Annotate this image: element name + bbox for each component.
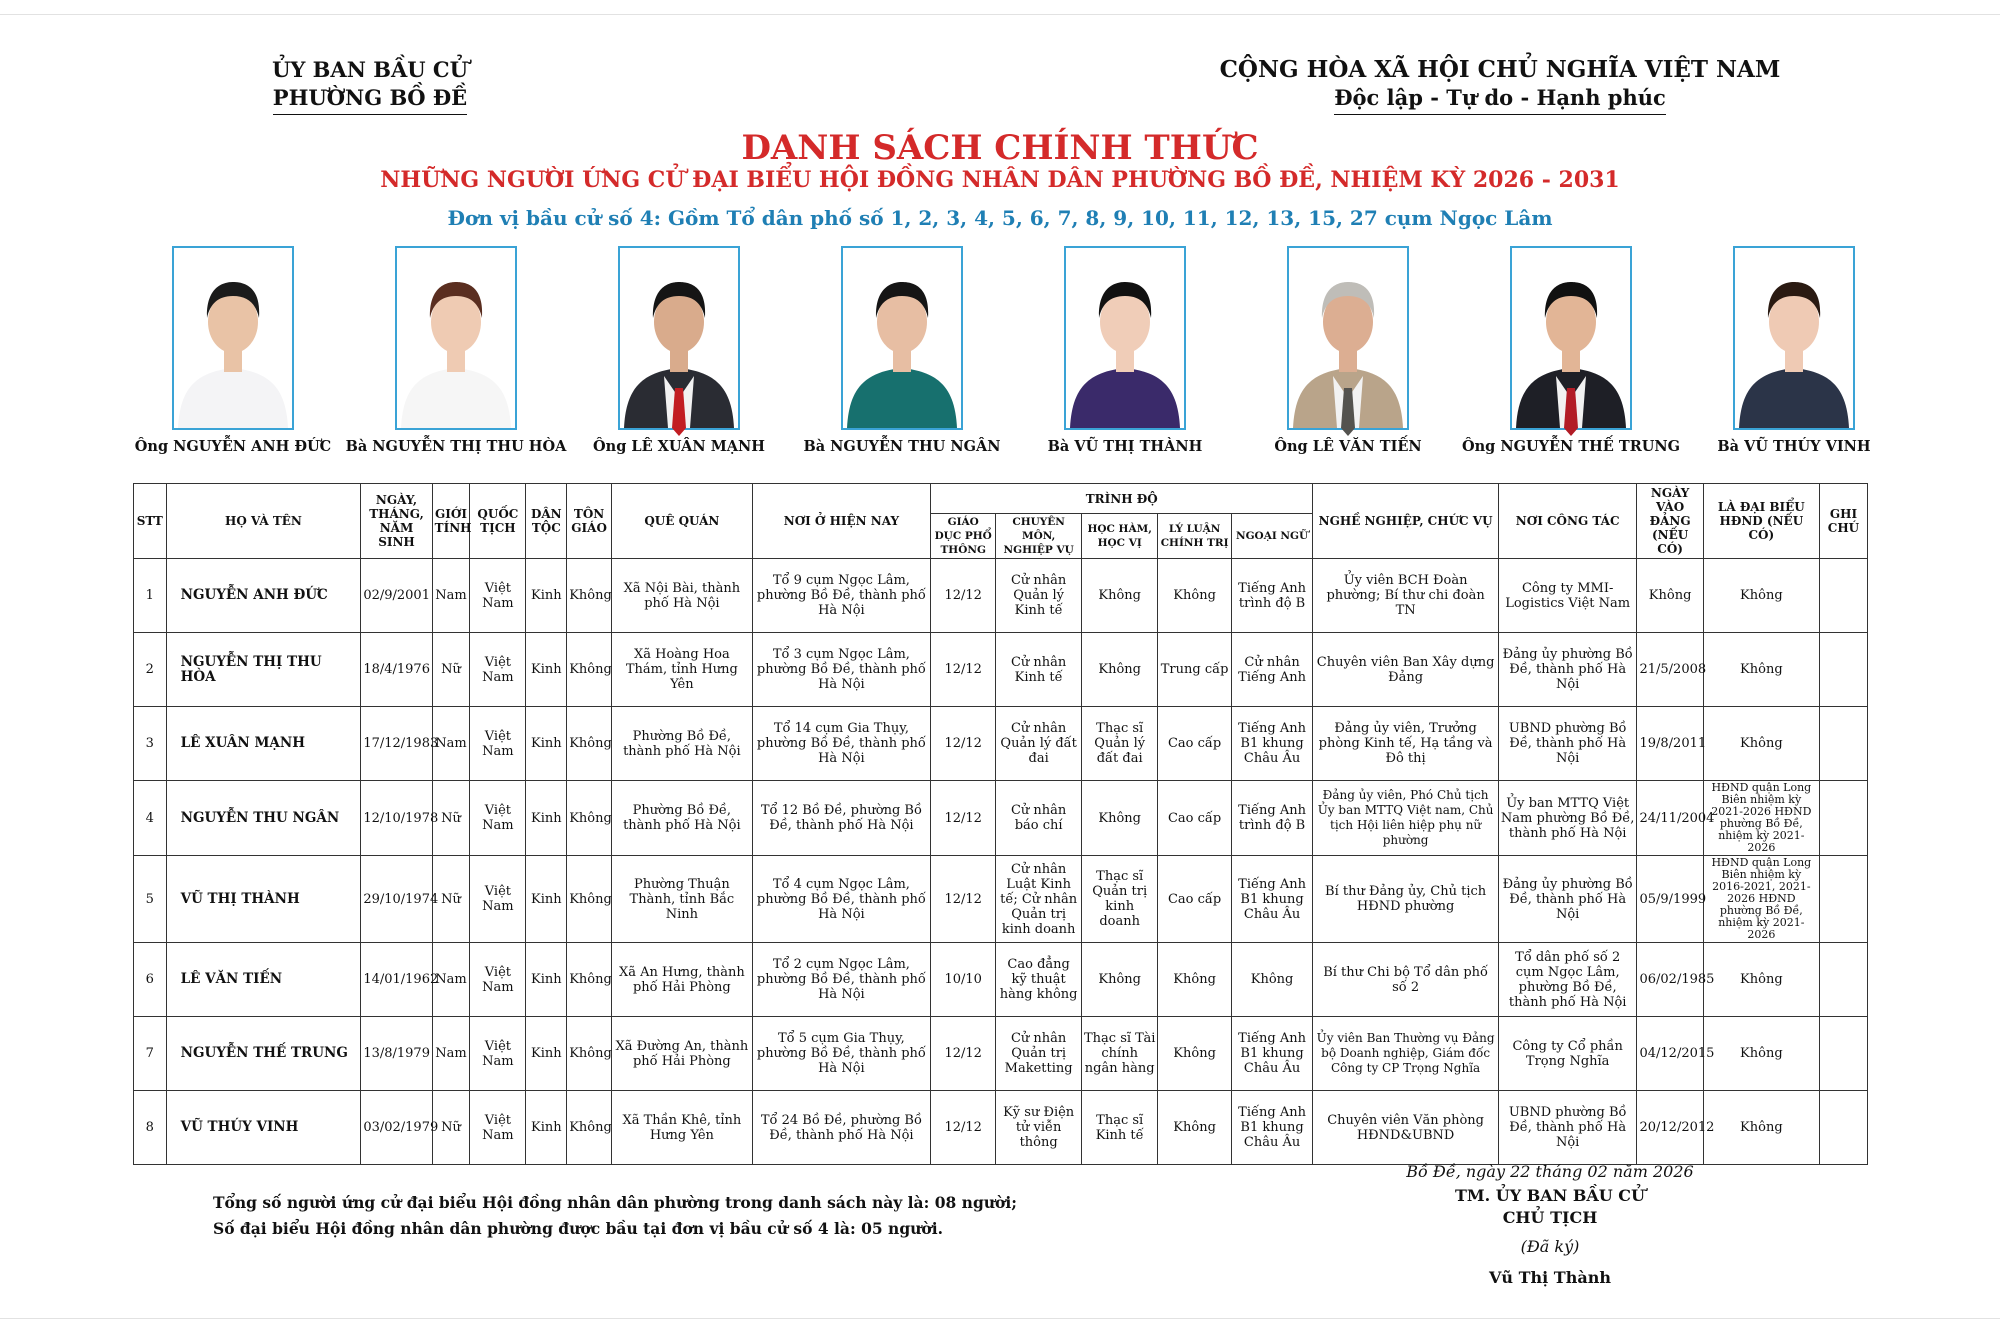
cell-occupation: Ủy viên BCH Đoàn phường; Bí thư chi đoàn TN: [1313, 559, 1499, 633]
cell-delegate: Không: [1703, 707, 1819, 781]
header-hometown: QUÊ QUÁN: [612, 484, 753, 559]
cell-professional: Cử nhân Luật Kinh tế; Cử nhân Quản trị kinh doanh: [996, 856, 1082, 943]
candidate-caption: Bà VŨ THỊ THÀNH: [1047, 438, 1203, 455]
candidate-caption: Ông LÊ XUÂN MẠNH: [593, 438, 765, 455]
cell-residence: Tổ 4 cụm Ngọc Lâm, phường Bồ Đề, thành phố Hà Nội: [752, 856, 930, 943]
cell-political: Không: [1158, 943, 1231, 1017]
candidate-card: [1236, 246, 1460, 455]
cell-general: 12/12: [931, 1091, 996, 1165]
cell-professional: Cử nhân Quản trị Maketting: [996, 1017, 1082, 1091]
cell-note: [1819, 1091, 1867, 1165]
cell-party: 06/02/1985: [1637, 943, 1703, 1017]
cell-note: [1819, 856, 1867, 943]
national-header: [1160, 56, 1840, 115]
cell-stt: 3: [134, 707, 167, 781]
cell-general: 12/12: [931, 633, 996, 707]
cell-political: Không: [1158, 1091, 1231, 1165]
cell-ethnicity: Kinh: [526, 943, 567, 1017]
table-row: [134, 633, 1868, 707]
cell-note: [1819, 943, 1867, 1017]
cell-professional: Kỹ sư Điện tử viễn thông: [996, 1091, 1082, 1165]
cell-nationality: Việt Nam: [470, 1091, 526, 1165]
cell-workplace: Ủy ban MTTQ Việt Nam phường Bồ Đề, thành phố Hà Nội: [1498, 781, 1637, 856]
cell-professional: Cử nhân Quản lý Kinh tế: [996, 559, 1082, 633]
cell-language: Không: [1231, 943, 1313, 1017]
header-occupation: NGHỀ NGHIỆP, CHỨC VỤ: [1313, 484, 1499, 559]
cell-gender: Nữ: [432, 633, 470, 707]
cell-professional: Cử nhân báo chí: [996, 781, 1082, 856]
header-residence: NƠI Ở HIỆN NAY: [752, 484, 930, 559]
header-religion: TÔN GIÁO: [567, 484, 612, 559]
cell-language: Tiếng Anh B1 khung Châu Âu: [1231, 1091, 1313, 1165]
cell-stt: 7: [134, 1017, 167, 1091]
cell-language: Tiếng Anh trình độ B: [1231, 781, 1313, 856]
cell-delegate: Không: [1703, 1017, 1819, 1091]
cell-dob: 02/9/2001: [361, 559, 432, 633]
cell-language: Tiếng Anh B1 khung Châu Âu: [1231, 707, 1313, 781]
table-row: [134, 1017, 1868, 1091]
signature-block: [1360, 1158, 1740, 1291]
cell-stt: 2: [134, 633, 167, 707]
cell-dob: 14/01/1962: [361, 943, 432, 1017]
cell-dob: 18/4/1976: [361, 633, 432, 707]
cell-ethnicity: Kinh: [526, 559, 567, 633]
candidate-caption: Ông LÊ VĂN TIẾN: [1274, 438, 1422, 455]
header-gender: GIỚI TÍNH: [432, 484, 470, 559]
cell-occupation: Đảng ủy viên, Trưởng phòng Kinh tế, Hạ tầng và Đô thị: [1313, 707, 1499, 781]
cell-name: NGUYỄN THẾ TRUNG: [166, 1017, 361, 1091]
cell-stt: 5: [134, 856, 167, 943]
cell-stt: 1: [134, 559, 167, 633]
cell-workplace: Tổ dân phố số 2 cụm Ngọc Lâm, phường Bồ Đề, thành phố Hà Nội: [1498, 943, 1637, 1017]
cell-nationality: Việt Nam: [470, 559, 526, 633]
cell-occupation: Ủy viên Ban Thường vụ Đảng bộ Doanh nghiệp, Giám đốc Công ty CP Trọng Nghĩa: [1313, 1017, 1499, 1091]
candidate-photo: [1287, 246, 1409, 430]
cell-nationality: Việt Nam: [470, 781, 526, 856]
cell-general: 12/12: [931, 707, 996, 781]
cell-occupation: Bí thư Chi bộ Tổ dân phố số 2: [1313, 943, 1499, 1017]
cell-note: [1819, 559, 1867, 633]
cell-language: Tiếng Anh B1 khung Châu Âu: [1231, 856, 1313, 943]
candidate-caption: Bà NGUYỄN THU NGÂN: [803, 438, 1001, 455]
candidate-photo: [841, 246, 963, 430]
candidate-card: [567, 246, 791, 455]
cell-party: 21/5/2008: [1637, 633, 1703, 707]
cell-nationality: Việt Nam: [470, 943, 526, 1017]
cell-nationality: Việt Nam: [470, 707, 526, 781]
candidate-caption: Ông NGUYỄN THẾ TRUNG: [1461, 438, 1681, 455]
cell-dob: 03/02/1979: [361, 1091, 432, 1165]
header-stt: STT: [134, 484, 167, 559]
cell-residence: Tổ 2 cụm Ngọc Lâm, phường Bồ Đề, thành phố Hà Nội: [752, 943, 930, 1017]
cell-general: 12/12: [931, 1017, 996, 1091]
header-ethnicity: DÂN TỘC: [526, 484, 567, 559]
cell-hometown: Xã An Hưng, thành phố Hải Phòng: [612, 943, 753, 1017]
cell-professional: Cử nhân Kinh tế: [996, 633, 1082, 707]
cell-language: Cử nhân Tiếng Anh: [1231, 633, 1313, 707]
cell-note: [1819, 1017, 1867, 1091]
cell-general: 12/12: [931, 559, 996, 633]
cell-delegate: Không: [1703, 943, 1819, 1017]
cell-delegate: HĐND quận Long Biên nhiệm kỳ 2021-2026 HĐND phường Bồ Đề, nhiệm kỳ 2021-2026: [1703, 781, 1819, 856]
cell-workplace: Đảng ủy phường Bồ Đề, thành phố Hà Nội: [1498, 633, 1637, 707]
bottom-border-line: [0, 1318, 2000, 1319]
document-title: DANH SÁCH CHÍNH THỨC: [741, 128, 1259, 168]
candidate-caption: Bà NGUYỄN THỊ THU HÒA: [345, 438, 567, 455]
cell-ethnicity: Kinh: [526, 1017, 567, 1091]
cell-residence: Tổ 9 cụm Ngọc Lâm, phường Bồ Đề, thành phố Hà Nội: [752, 559, 930, 633]
cell-general: 12/12: [931, 781, 996, 856]
cell-hometown: Phường Thuận Thành, tỉnh Bắc Ninh: [612, 856, 753, 943]
candidate-card: [1682, 246, 1906, 455]
cell-workplace: Công ty Cổ phần Trọng Nghĩa: [1498, 1017, 1637, 1091]
cell-occupation: Chuyên viên Văn phòng HĐND&UBND: [1313, 1091, 1499, 1165]
cell-ethnicity: Kinh: [526, 1091, 567, 1165]
cell-gender: Nam: [432, 559, 470, 633]
cell-name: VŨ THỊ THÀNH: [166, 856, 361, 943]
candidate-card: [790, 246, 1014, 455]
cell-residence: Tổ 14 cụm Gia Thụy, phường Bồ Đề, thành phố Hà Nội: [752, 707, 930, 781]
issuer-header: [230, 56, 510, 115]
cell-delegate: Không: [1703, 633, 1819, 707]
cell-hometown: Phường Bồ Đề, thành phố Hà Nội: [612, 781, 753, 856]
cell-political: Không: [1158, 559, 1231, 633]
candidate-card: [1013, 246, 1237, 455]
cell-language: Tiếng Anh B1 khung Châu Âu: [1231, 1017, 1313, 1091]
top-border-line: [0, 14, 2000, 15]
cell-occupation: Đảng ủy viên, Phó Chủ tịch Ủy ban MTTQ Việt nam, Chủ tịch Hội liên hiệp phụ nữ phường: [1313, 781, 1499, 856]
cell-hometown: Xã Đường An, thành phố Hải Phòng: [612, 1017, 753, 1091]
candidate-table: [133, 483, 1868, 1165]
cell-nationality: Việt Nam: [470, 633, 526, 707]
cell-political: Không: [1158, 1017, 1231, 1091]
cell-residence: Tổ 3 cụm Ngọc Lâm, phường Bồ Đề, thành phố Hà Nội: [752, 633, 930, 707]
totals-summary: [213, 1190, 1017, 1242]
cell-hometown: Xã Nội Bài, thành phố Hà Nội: [612, 559, 753, 633]
national-title: CỘNG HÒA XÃ HỘI CHỦ NGHĨA VIỆT NAM: [1219, 56, 1781, 83]
cell-ethnicity: Kinh: [526, 707, 567, 781]
signature-org: TM. ỦY BAN BẦU CỬ: [1455, 1186, 1645, 1205]
total-elected: Số đại biểu Hội đồng nhân dân phường được bầu tại đơn vị bầu cử số 4 là: 05 người.: [213, 1219, 944, 1238]
candidate-photo: [172, 246, 294, 430]
candidate-caption: Bà VŨ THÚY VINH: [1717, 438, 1871, 455]
cell-general: 12/12: [931, 856, 996, 943]
header-education: TRÌNH ĐỘ: [931, 484, 1313, 514]
issuer-line2: PHƯỜNG BỒ ĐỀ: [273, 84, 467, 115]
cell-occupation: Chuyên viên Ban Xây dựng Đảng: [1313, 633, 1499, 707]
cell-hometown: Xã Thần Khê, tỉnh Hưng Yên: [612, 1091, 753, 1165]
cell-party: 04/12/2015: [1637, 1017, 1703, 1091]
candidate-card: [344, 246, 568, 455]
cell-residence: Tổ 12 Bồ Đề, phường Bồ Đề, thành phố Hà Nội: [752, 781, 930, 856]
total-candidates: Tổng số người ứng cử đại biểu Hội đồng nhân dân phường trong danh sách này là: 08 người;: [213, 1193, 1018, 1212]
cell-religion: Không: [567, 1091, 612, 1165]
candidate-caption: Ông NGUYỄN ANH ĐỨC: [134, 438, 332, 455]
header-nationality: QUỐC TỊCH: [470, 484, 526, 559]
header-edu-language: NGOẠI NGỮ: [1231, 514, 1313, 559]
cell-name: VŨ THÚY VINH: [166, 1091, 361, 1165]
cell-dob: 29/10/1974: [361, 856, 432, 943]
national-motto: Độc lập - Tự do - Hạnh phúc: [1334, 84, 1666, 115]
cell-professional: Cao đẳng kỹ thuật hàng không: [996, 943, 1082, 1017]
cell-name: LÊ XUÂN MẠNH: [166, 707, 361, 781]
cell-language: Tiếng Anh trình độ B: [1231, 559, 1313, 633]
header-note: GHI CHÚ: [1819, 484, 1867, 559]
cell-delegate: Không: [1703, 1091, 1819, 1165]
cell-ethnicity: Kinh: [526, 856, 567, 943]
cell-gender: Nữ: [432, 856, 470, 943]
cell-delegate: Không: [1703, 559, 1819, 633]
candidate-card: [1459, 246, 1683, 455]
signature-role: CHỦ TỊCH: [1502, 1208, 1598, 1227]
cell-stt: 6: [134, 943, 167, 1017]
header-delegate: LÀ ĐẠI BIỂU HĐND (NẾU CÓ): [1703, 484, 1819, 559]
cell-ethnicity: Kinh: [526, 781, 567, 856]
cell-degree: Không: [1081, 633, 1157, 707]
table-row: [134, 856, 1868, 943]
signer-name: Vũ Thị Thành: [1489, 1268, 1611, 1287]
document-subtitle: NHỮNG NGƯỜI ỨNG CỬ ĐẠI BIỂU HỘI ĐỒNG NHÂN DÂN PHƯỜNG BỒ ĐỀ, NHIỆM KỲ 2026 - 2031: [380, 167, 1620, 193]
issuer-line1: ỦY BAN BẦU CỬ: [272, 57, 468, 82]
cell-religion: Không: [567, 633, 612, 707]
cell-religion: Không: [567, 943, 612, 1017]
cell-occupation: Bí thư Đảng ủy, Chủ tịch HĐND phường: [1313, 856, 1499, 943]
cell-stt: 4: [134, 781, 167, 856]
cell-degree: Không: [1081, 943, 1157, 1017]
signature-date: Bồ Đề, ngày 22 tháng 02 năm 2026: [1406, 1162, 1694, 1181]
cell-stt: 8: [134, 1091, 167, 1165]
header-workplace: NƠI CÔNG TÁC: [1498, 484, 1637, 559]
candidate-photo: [1064, 246, 1186, 430]
cell-gender: Nam: [432, 943, 470, 1017]
cell-delegate: HĐND quận Long Biên nhiệm kỳ 2016-2021, 2021-2026 HĐND phường Bồ Đề, nhiệm kỳ 2021-2026: [1703, 856, 1819, 943]
header-dob: NGÀY, THÁNG, NĂM SINH: [361, 484, 432, 559]
cell-note: [1819, 781, 1867, 856]
cell-hometown: Phường Bồ Đề, thành phố Hà Nội: [612, 707, 753, 781]
cell-name: LÊ VĂN TIẾN: [166, 943, 361, 1017]
header-edu-degree: HỌC HÀM, HỌC VỊ: [1081, 514, 1157, 559]
cell-dob: 13/8/1979: [361, 1017, 432, 1091]
cell-degree: Thạc sĩ Quản trị kinh doanh: [1081, 856, 1157, 943]
cell-name: NGUYỄN THU NGÂN: [166, 781, 361, 856]
cell-workplace: Công ty MMI-Logistics Việt Nam: [1498, 559, 1637, 633]
cell-degree: Thạc sĩ Tài chính ngân hàng: [1081, 1017, 1157, 1091]
cell-political: Trung cấp: [1158, 633, 1231, 707]
signature-status: (Đã ký): [1520, 1237, 1580, 1256]
cell-gender: Nữ: [432, 781, 470, 856]
candidate-photo: [1733, 246, 1855, 430]
cell-note: [1819, 633, 1867, 707]
cell-gender: Nam: [432, 1017, 470, 1091]
cell-political: Cao cấp: [1158, 781, 1231, 856]
cell-dob: 12/10/1978: [361, 781, 432, 856]
cell-party: 19/8/2011: [1637, 707, 1703, 781]
header-edu-general: GIÁO DỤC PHỔ THÔNG: [931, 514, 996, 559]
cell-religion: Không: [567, 856, 612, 943]
header-name: HỌ VÀ TÊN: [166, 484, 361, 559]
cell-party: Không: [1637, 559, 1703, 633]
cell-workplace: UBND phường Bồ Đề, thành phố Hà Nội: [1498, 1091, 1637, 1165]
cell-religion: Không: [567, 707, 612, 781]
cell-hometown: Xã Hoàng Hoa Thám, tỉnh Hưng Yên: [612, 633, 753, 707]
cell-gender: Nam: [432, 707, 470, 781]
table-row: [134, 707, 1868, 781]
table-row: [134, 781, 1868, 856]
candidate-photo: [395, 246, 517, 430]
cell-party: 24/11/2004: [1637, 781, 1703, 856]
candidate-card: [121, 246, 345, 455]
cell-party: 05/9/1999: [1637, 856, 1703, 943]
cell-workplace: UBND phường Bồ Đề, thành phố Hà Nội: [1498, 707, 1637, 781]
cell-degree: Thạc sĩ Quản lý đất đai: [1081, 707, 1157, 781]
cell-religion: Không: [567, 559, 612, 633]
cell-general: 10/10: [931, 943, 996, 1017]
electoral-unit: Đơn vị bầu cử số 4: Gồm Tổ dân phố số 1, 2, 3, 4, 5, 6, 7, 8, 9, 10, 11, 12, 13, 15, 27 cụm Ngọc Lâm: [447, 206, 1553, 230]
cell-ethnicity: Kinh: [526, 633, 567, 707]
cell-religion: Không: [567, 1017, 612, 1091]
header-party-date: NGÀY VÀO ĐẢNG (NẾU CÓ): [1637, 484, 1703, 559]
cell-religion: Không: [567, 781, 612, 856]
table-row: [134, 943, 1868, 1017]
cell-political: Cao cấp: [1158, 707, 1231, 781]
cell-political: Cao cấp: [1158, 856, 1231, 943]
cell-degree: Không: [1081, 781, 1157, 856]
cell-degree: Không: [1081, 559, 1157, 633]
cell-nationality: Việt Nam: [470, 856, 526, 943]
cell-residence: Tổ 24 Bồ Đề, phường Bồ Đề, thành phố Hà Nội: [752, 1091, 930, 1165]
cell-residence: Tổ 5 cụm Gia Thụy, phường Bồ Đề, thành phố Hà Nội: [752, 1017, 930, 1091]
cell-name: NGUYỄN THỊ THU HÒA: [166, 633, 361, 707]
cell-party: 20/12/2012: [1637, 1091, 1703, 1165]
cell-workplace: Đảng ủy phường Bồ Đề, thành phố Hà Nội: [1498, 856, 1637, 943]
table-row: [134, 559, 1868, 633]
cell-note: [1819, 707, 1867, 781]
table-row: [134, 1091, 1868, 1165]
candidate-photo: [1510, 246, 1632, 430]
header-edu-professional: CHUYÊN MÔN, NGHIỆP VỤ: [996, 514, 1082, 559]
cell-dob: 17/12/1983: [361, 707, 432, 781]
cell-nationality: Việt Nam: [470, 1017, 526, 1091]
cell-name: NGUYỄN ANH ĐỨC: [166, 559, 361, 633]
header-edu-political: LÝ LUẬN CHÍNH TRỊ: [1158, 514, 1231, 559]
cell-professional: Cử nhân Quản lý đất đai: [996, 707, 1082, 781]
candidate-photo: [618, 246, 740, 430]
cell-degree: Thạc sĩ Kinh tế: [1081, 1091, 1157, 1165]
cell-gender: Nữ: [432, 1091, 470, 1165]
